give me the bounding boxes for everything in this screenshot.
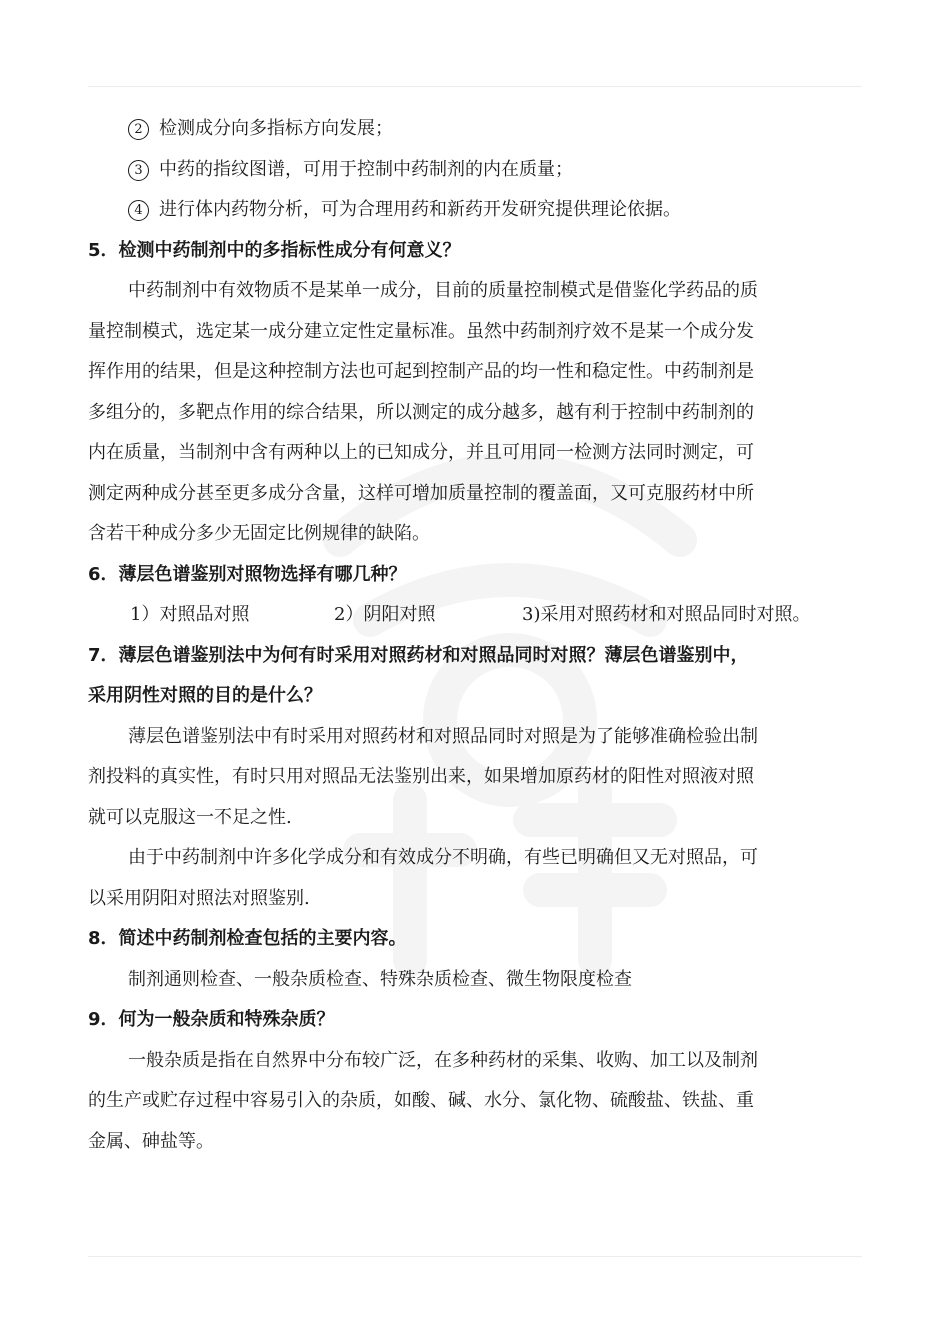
option-3: 3)采用对照药材和对照品同时对照。 (522, 604, 811, 625)
paragraph-line: 含若干种成分多少无固定比例规律的缺陷。 (88, 523, 430, 544)
question-7-heading-line-1: 7．薄层色谱鉴别法中为何有时采用对照药材和对照品同时对照？薄层色谱鉴别中， (88, 644, 749, 666)
circled-number: 4 (128, 200, 149, 221)
circled-number: 2 (128, 119, 149, 140)
question-7-heading-line-2: 采用阴性对照的目的是什么？ (88, 685, 322, 706)
question-8-heading: 8．简述中药制剂检查包括的主要内容。 (88, 928, 407, 949)
question-5-heading: 5．检测中药制剂中的多指标性成分有何意义？ (88, 239, 461, 261)
paragraph-line: 一般杂质是指在自然界中分布较广泛，在多种药材的采集、收购、加工以及制剂 (128, 1049, 758, 1071)
paragraph-line: 中药制剂中有效物质不是某单一成分，目前的质量控制模式是借鉴化学药品的质 (128, 280, 758, 301)
list-item: 2 检测成分向多指标方向发展； (88, 109, 858, 150)
paragraph-line: 以采用阴阳对照法对照鉴别. (88, 887, 310, 909)
circled-number: 3 (128, 160, 149, 181)
option-2: 2）阴阳对照 (334, 604, 436, 625)
list-item: 3 中药的指纹图谱，可用于控制中药制剂的内在质量； (88, 150, 858, 191)
paragraph-line: 剂投料的真实性，有时只用对照品无法鉴别出来，如果增加原药材的阳性对照液对照 (88, 766, 754, 787)
question-9-heading: 9．何为一般杂质和特殊杂质？ (88, 1009, 335, 1030)
answer-line: 制剂通则检查、一般杂质检查、特殊杂质检查、微生物限度检查 (128, 968, 632, 990)
paragraph-line: 测定两种成分甚至更多成分含量，这样可增加质量控制的覆盖面，又可克服药材中所 (88, 482, 754, 504)
paragraph-line: 就可以克服这一不足之性. (88, 806, 292, 828)
paragraph-line: 的生产或贮存过程中容易引入的杂质，如酸、碱、水分、氯化物、硫酸盐、铁盐、重 (88, 1090, 754, 1111)
options-row (88, 595, 858, 636)
paragraph-line: 量控制模式，选定某一成分建立定性定量标准。虽然中药制剂疗效不是某一个成分发 (88, 320, 754, 342)
footer-rule (88, 1256, 862, 1257)
document-body (88, 109, 858, 1162)
paragraph-line: 由于中药制剂中许多化学成分和有效成分不明确，有些已明确但又无对照品，可 (128, 847, 758, 868)
paragraph-line: 内在质量，当制剂中含有两种以上的已知成分，并且可用同一检测方法同时测定，可 (88, 442, 754, 463)
option-1: 1）对照品对照 (130, 604, 250, 625)
question-6-heading: 6．薄层色谱鉴别对照物选择有哪几种？ (88, 563, 407, 585)
paragraph-line: 挥作用的结果，但是这种控制方法也可起到控制产品的均一性和稳定性。中药制剂是 (88, 361, 754, 382)
paragraph-line: 多组分的，多靶点作用的综合结果，所以测定的成分越多，越有利于控制中药制剂的 (88, 401, 754, 423)
paragraph-line: 薄层色谱鉴别法中有时采用对照药材和对照品同时对照是为了能够准确检验出制 (128, 725, 758, 747)
list-item: 4 进行体内药物分析，可为合理用药和新药开发研究提供理论依据。 (88, 190, 858, 231)
header-rule (88, 86, 862, 87)
paragraph-line: 金属、砷盐等。 (88, 1130, 214, 1152)
